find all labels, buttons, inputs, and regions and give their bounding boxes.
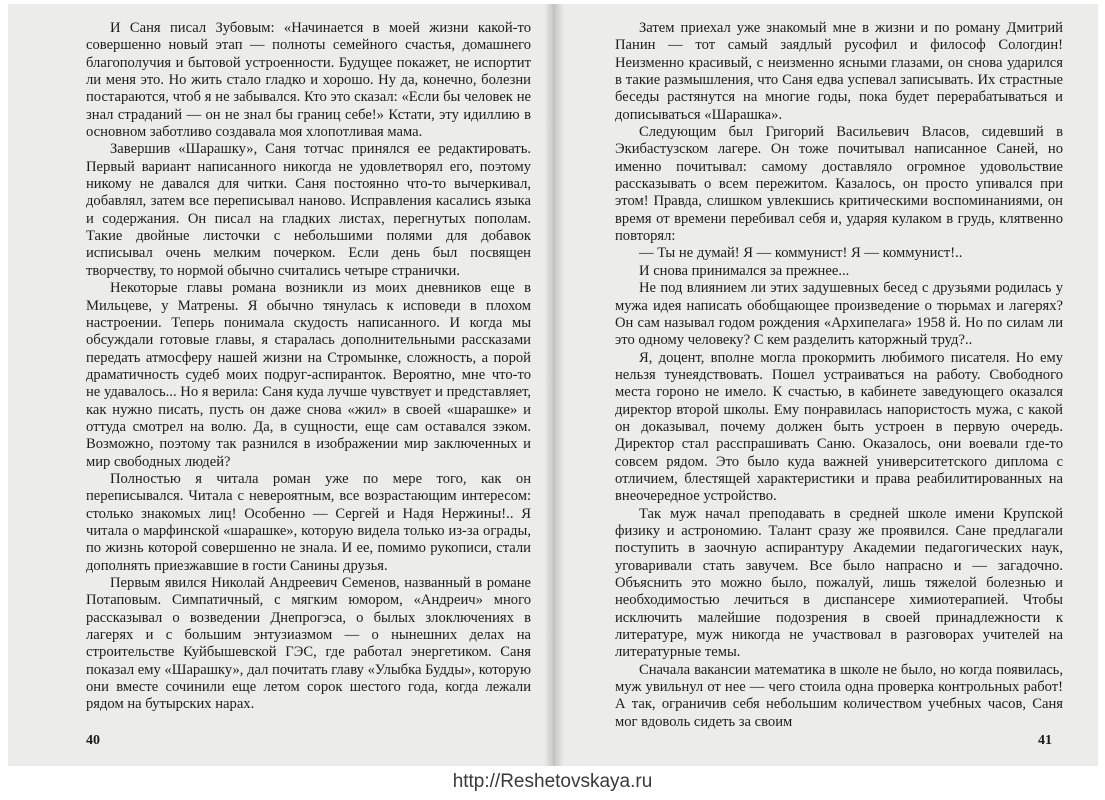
book-spread [8,4,1098,766]
right-paragraph: Следующим был Григорий Васильевич Власов, сидевший в Экибастузском лагере. Он тоже почитывал написанное Саней, но именно почитывал: самому доставляло огромное удовольствие рассказывать о всем пережитом. Казалось, он просто упивался при этом! Правда, слишком увлекшись критическими воспоминаниями, он время от времени перебивал себя и, ударяя кулаком в грудь, клятвенно повторял: [615,124,1063,245]
left-paragraph: Первым явился Николай Андреевич Семенов, названный в романе Потаповым. Симпатичный, с мягким юмором, «Андреич» много рассказывал о возведении Днепрогэса, о былых злоключениях в лагерях и с большим энтузиазмом — о нынешних делах на строительстве Куйбышевской ГЭС, где работал энергетиком. Саня показал ему «Шарашку», дал почитать главу «Улыбка Будды», которую они вместе сочинили еще летом сорок шестого года, когда лежали рядом на бутырских нарах. [86,575,531,713]
left-paragraph: Полностью я читала роман уже по мере того, как он переписывался. Читала с невероятным, все возрастающим интересом: столько знакомых лиц! Особенно — Сергей и Надя Нержины!.. Я читала о марфинской «шарашке», которую видела только из-за ограды, по жизнь которой совершенно не знала. И ее, помимо рукописи, стали дополнять приезжавшие в гости Санины друзья. [86,470,531,574]
left-page-number: 40 [86,733,100,748]
right-paragraph: Не под влиянием ли этих задушевных бесед с друзьями родилась у мужа идея написать обобщающее произведение о тюрьмах и лагерях? Он сам называл годом рождения «Архипелага» 1958 й. Но по силам ли это одному человеку? С кем разделить каторжный труд?.. [615,280,1063,349]
right-paragraph: Затем приехал уже знакомый мне в жизни и по роману Дмитрий Панин — тот самый заядлый русофил и философ Сологдин! Неизменно красивый, с неизменно ясными глазами, он снова ударился в такие размышления, что Саня едва успевал записывать. Их страстные беседы растянутся на многие годы, пока будет перерабатываться и дописываться «Шарашка». [615,20,1063,123]
right-page-text [615,20,1063,731]
book-gutter [544,4,564,766]
right-paragraph: И снова принимался за прежнее... [639,262,850,279]
left-paragraph: Завершив «Шарашку», Саня тотчас принялся ее редактировать. Первый вариант написанного никогда не удовлетворял его, поэтому никому не давался для читки. Саня постоянно что-то вычеркивал, добавлял, затем все переписывал наново. Исправления касались языка и содержания. Он писал на гладких листах, перегнутых пополам. Такие двойные листочки с небольшими полями для добавок исписывал очень мелким почерком. Если день был посвящен творчеству, то нормой обычно считались четыре странички. [86,141,531,279]
source-watermark: http://Reshetovskaya.ru [452,771,653,792]
right-paragraph: Так муж начал преподавать в средней школе имени Крупской физику и астрономию. Талант сразу же проявился. Сане предлагали поступить в заочную аспирантуру Академии педагогических наук, уговаривали стать завучем. Все было напрасно и — загадочно. Объяснить это можно было, пожалуй, лишь тяжелой болезнью и необходимостью лечиться в диспансере химиотерапией. Чтобы исключить малейшие подозрения в своей принадлежности к литературе, муж никогда не участвовал в разговорах учителей на литературные темы. [615,505,1063,661]
left-page [8,4,553,766]
left-paragraph: И Саня писал Зубовым: «Начинается в моей жизни какой-то совершенно новый этап — полноты семейного счастья, домашнего благополучия и бытовой устроенности. Будущее покажет, не испортит ли меня это. Но жить стало гладко и хорошо. Ну да, конечно, болезни постараются, чтоб я не забывался. Кто это сказал: «Если бы человек не знал страданий — он не знал бы границ себе!» Кстати, эту идиллию в основном заботливо создавала моя хлопотливая мама. [86,20,531,141]
right-page [553,4,1098,766]
right-paragraph: Я, доцент, вполне могла прокормить любимого писателя. Но ему нельзя тунеядствовать. Пошел устраиваться на работу. Свободного места гороно не имело. К счастью, в кабинете заведующего оказался директор второй школы. Ему понравилась напористость мужа, с какой он доказывал, почему должен быть устроен в первую очередь. Директор стал расспрашивать Саню. Оказалось, они воевали где-то совсем рядом. Это было куда важней университетского диплома с отличием, блестящей характеристики и права реабилитированных на внеочередное устройство. [615,349,1063,505]
left-page-text [86,20,531,714]
right-page-number: 41 [1038,733,1052,748]
left-paragraph: Некоторые главы романа возникли из моих дневников еще в Мильцеве, у Матрены. Я обычно тянулась к исповеди в плохом настроении. Теперь понимала скудость написанного. И когда мы обсуждали готовые главы, я старалась дополнительными рассказами передать атмосферу нашей жизни на Стромынке, сложность, а порой драматичность судеб моих подруг-аспиранток. Вероятно, мне что-то не удавалось... Но я верила: Саня куда лучше чувствует и представляет, как нужно писать, пусть он даже снова «жил» в своей «шарашке» и оттуда смотрел на волю. Да, в сущности, еще сам оставался зэком. Возможно, поэтому так разнился в изображении мир заключенных и мир свободных людей? [86,280,531,470]
right-paragraph: — Ты не думай! Я — коммунист! Я — коммунист!.. [639,245,963,262]
right-paragraph: Сначала вакансии математика в школе не было, но когда появилась, муж увильнул от нее — чего стоила одна проверка контрольных работ! А так, ограничив себя небольшим количеством учебных часов, Саня мог вдоволь сидеть за своим [615,661,1063,730]
